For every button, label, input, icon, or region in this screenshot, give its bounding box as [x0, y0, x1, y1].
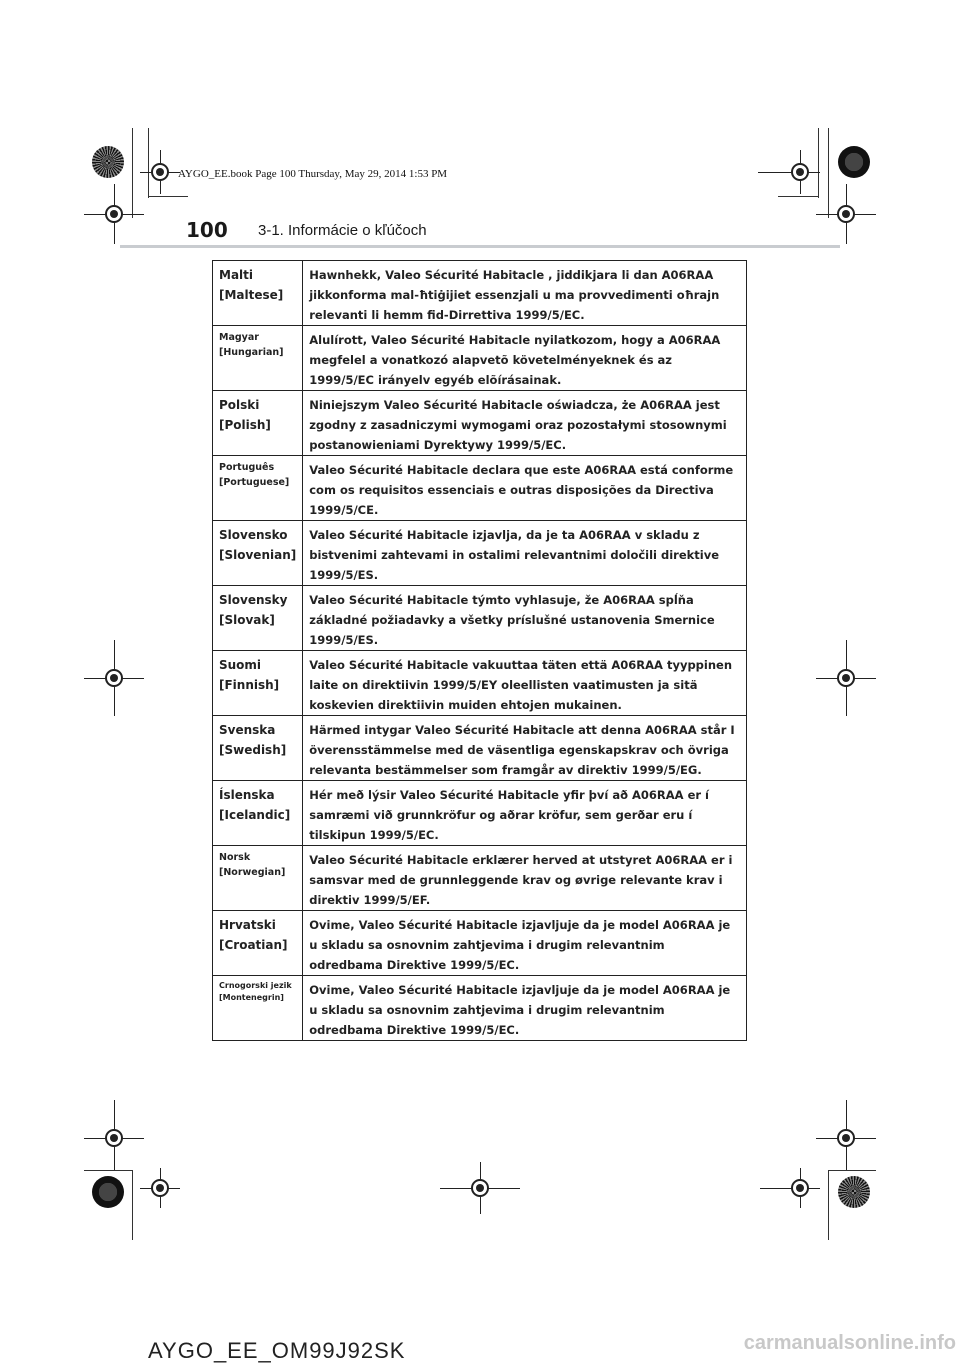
crosshair-target-icon	[837, 1129, 855, 1147]
registration-disc-top-right	[838, 146, 870, 178]
language-cell	[213, 911, 303, 976]
declaration-text: Hawnhekk, Valeo Sécurité Habitacle , jiddikjara li dan A06RAA jikkonforma mal-ħtiġijiet essenzjali u ma provvedimenti oħrajn relevanti li hemm fid-Dirrettiva 1999/5/EC.	[303, 261, 747, 326]
language-cell	[213, 521, 303, 586]
language-name: Hrvatski	[219, 918, 276, 932]
table-row	[213, 456, 747, 521]
trim-line	[818, 128, 819, 198]
language-name: Polski	[219, 398, 260, 412]
page-number: 100	[186, 218, 228, 242]
table-row	[213, 261, 747, 326]
language-cell	[213, 651, 303, 716]
language-english: [Maltese]	[219, 288, 284, 302]
table-row	[213, 716, 747, 781]
language-cell	[213, 846, 303, 911]
language-english: [Slovenian]	[219, 548, 297, 562]
crosshair-target-icon	[151, 163, 169, 181]
trim-line	[828, 128, 829, 218]
language-english: [Swedish]	[219, 743, 287, 757]
language-cell	[213, 716, 303, 781]
declaration-text: Valeo Sécurité Habitacle izjavlja, da je ta A06RAA v skladu z bistvenimi zahtevami in ostalimi relevantnimi določili direktive 1999/5/ES.	[303, 521, 747, 586]
declaration-text: Valeo Sécurité Habitacle týmto vyhlasuje, že A06RAA spĺňa základné požiadavky a všetky príslušné ustanovenia Smernice 1999/5/ES.	[303, 586, 747, 651]
trim-line	[148, 128, 149, 198]
crosshair-target-icon	[791, 1179, 809, 1197]
declaration-text: Valeo Sécurité Habitacle vakuuttaa täten että A06RAA tyyppinen laite on direktiivin 1999/5/EY oleellisten vaatimusten ja sitä koskevien direktiivin muiden ehtojen mukainen.	[303, 651, 747, 716]
table-row	[213, 521, 747, 586]
language-name: Português	[219, 462, 275, 473]
table-row	[213, 586, 747, 651]
book-info: AYGO_EE.book Page 100 Thursday, May 29, 2014 1:53 PM	[178, 168, 448, 180]
crosshair-target-icon	[105, 1129, 123, 1147]
registration-disc-bottom-right	[838, 1176, 870, 1208]
table-row	[213, 651, 747, 716]
language-name: Suomi	[219, 658, 262, 672]
language-english: [Finnish]	[219, 678, 280, 692]
declaration-text: Ovime, Valeo Sécurité Habitacle izjavljuje da je model A06RAA je u skladu sa osnovnim zahtjevima i drugim relevantnim odredbama Direktive 1999/5/EC.	[303, 911, 747, 976]
trim-line	[148, 196, 188, 197]
language-cell	[213, 261, 303, 326]
registration-disc-top-left	[92, 146, 124, 178]
language-cell	[213, 456, 303, 521]
crosshair-target-icon	[837, 205, 855, 223]
table-row	[213, 976, 747, 1041]
watermark: carmanualsonline.info	[743, 1332, 956, 1354]
declaration-text: Niniejszym Valeo Sécurité Habitacle oświadcza, że A06RAA jest zgodny z zasadniczymi wymogami oraz pozostałymi stosownymi postanowieniami Dyrektywy 1999/5/EC.	[303, 391, 747, 456]
language-english: [Polish]	[219, 418, 271, 432]
declaration-text: Hér með lýsir Valeo Sécurité Habitacle yfir því að A06RAA er í samræmi við grunnkröfur og aðrar kröfur, sem gerðar eru í tilskipun 1999/5/EC.	[303, 781, 747, 846]
table-row	[213, 781, 747, 846]
language-cell	[213, 781, 303, 846]
table-row	[213, 391, 747, 456]
language-cell	[213, 326, 303, 391]
declaration-text: Härmed intygar Valeo Sécurité Habitacle att denna A06RAA står I överensstämmelse med de väsentliga egenskapskrav och övriga relevanta bestämmelser som framgår av direktiv 1999/5/EG.	[303, 716, 747, 781]
language-name: Íslenska	[219, 788, 275, 802]
declaration-text: Valeo Sécurité Habitacle declara que este A06RAA está conforme com os requisitos essenciais e outras disposições da Directiva 1999/5/CE.	[303, 456, 747, 521]
section-title: 3-1. Informácie o kľúčoch	[258, 222, 427, 239]
language-name: Svenska	[219, 723, 276, 737]
language-name: Slovensko	[219, 528, 288, 542]
crosshair-target-icon	[105, 205, 123, 223]
table-row	[213, 911, 747, 976]
crosshair-target-icon	[151, 1179, 169, 1197]
language-english: [Croatian]	[219, 938, 288, 952]
declaration-text: Alulírott, Valeo Sécurité Habitacle nyilatkozom, hogy a A06RAA megfelel a vonatkozó alapvetõ követelményeknek és az 1999/5/EC irányelv egyéb elõírásainak.	[303, 326, 747, 391]
language-cell	[213, 976, 303, 1041]
declaration-table	[212, 260, 747, 1041]
language-name: Slovensky	[219, 593, 288, 607]
language-cell	[213, 391, 303, 456]
language-english: [Norwegian]	[219, 867, 286, 878]
language-name: Magyar	[219, 332, 259, 343]
crosshair-target-icon	[791, 163, 809, 181]
language-english: [Icelandic]	[219, 808, 291, 822]
language-english: [Slovak]	[219, 613, 275, 627]
language-english: [Hungarian]	[219, 347, 284, 358]
language-english: [Portuguese]	[219, 477, 290, 488]
trim-line	[132, 1170, 133, 1240]
trim-line	[828, 1170, 876, 1171]
declaration-text: Ovime, Valeo Sécurité Habitacle izjavljuje da je model A06RAA je u skladu sa osnovnim zahtjevima i drugim relevantnim odredbama Direktive 1999/5/EC.	[303, 976, 747, 1041]
language-name: Malti	[219, 268, 254, 282]
registration-disc-bottom-left	[92, 1176, 124, 1208]
trim-line	[778, 196, 818, 197]
header-rule	[120, 245, 840, 248]
crosshair-target-icon	[471, 1179, 489, 1197]
crosshair-line	[760, 1188, 820, 1189]
trim-line	[132, 128, 133, 218]
crosshair-target-icon	[105, 669, 123, 687]
table-row	[213, 846, 747, 911]
language-english: [Montenegrin]	[219, 993, 284, 1002]
crosshair-target-icon	[837, 669, 855, 687]
language-cell	[213, 586, 303, 651]
footer-code: AYGO_EE_OM99J92SK	[148, 1338, 406, 1363]
declaration-text: Valeo Sécurité Habitacle erklærer herved at utstyret A06RAA er i samsvar med de grunnleggende krav og øvrige relevante krav i direktiv 1999/5/EF.	[303, 846, 747, 911]
trim-line	[84, 1170, 132, 1171]
language-name: Crnogorski jezik	[219, 981, 292, 990]
language-name: Norsk	[219, 852, 251, 863]
crosshair-line	[758, 172, 820, 173]
trim-line	[828, 1170, 829, 1240]
table-row	[213, 326, 747, 391]
